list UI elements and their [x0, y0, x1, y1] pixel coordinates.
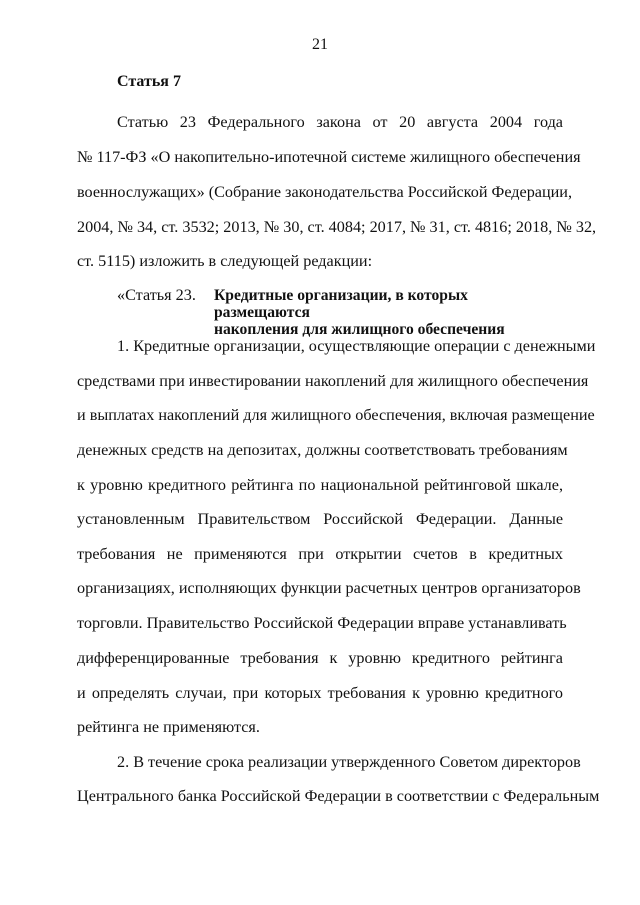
paragraph-line: дифференцированные требования к уровню кредитного рейтинга [77, 649, 563, 667]
intro-line: № 117-ФЗ «О накопительно-ипотечной системе жилищного обеспечения [77, 148, 581, 166]
paragraph-line: рейтинга не применяются. [77, 718, 260, 736]
sub-article-label: «Статья 23. [117, 286, 196, 304]
paragraph-line: к уровню кредитного рейтинга по национальной рейтинговой шкале, [77, 476, 563, 494]
paragraph-line: торговли. Правительство Российской Федерации вправе устанавливать [77, 614, 567, 632]
article-heading: Статья 7 [117, 73, 181, 90]
intro-line: Статью 23 Федерального закона от 20 августа 2004 года [117, 113, 563, 131]
paragraph-line: средствами при инвестировании накоплений для жилищного обеспечения [77, 372, 589, 390]
paragraph-line: и определять случаи, при которых требования к уровню кредитного [77, 684, 563, 702]
paragraph-line: организациях, исполняющих функции расчетных центров организаторов [77, 579, 581, 597]
sub-article-title-line: Кредитные организации, в которых размещаются [214, 287, 468, 321]
paragraph-line: установленным Правительством Российской Федерации. Данные [77, 510, 563, 528]
intro-line: 2004, № 34, ст. 3532; 2013, № 30, ст. 4084; 2017, № 31, ст. 4816; 2018, № 32, [77, 218, 597, 236]
paragraph-line: денежных средств на депозитах, должны соответствовать требованиям [77, 441, 568, 459]
sub-article-title [214, 287, 564, 338]
intro-line: ст. 5115) изложить в следующей редакции: [77, 252, 373, 270]
paragraph-line: Центрального банка Российской Федерации в соответствии с Федеральным [77, 787, 600, 805]
paragraph-line: 2. В течение срока реализации утвержденного Советом директоров [117, 753, 581, 771]
paragraph-line: и выплатах накоплений для жилищного обеспечения, включая размещение [77, 406, 595, 424]
paragraph-line: требования не применяются при открытии счетов в кредитных [77, 545, 563, 563]
page-number: 21 [312, 36, 328, 53]
sub-article-title-line: накопления для жилищного обеспечения [214, 321, 505, 338]
paragraph-line: 1. Кредитные организации, осуществляющие операции с денежными [117, 337, 596, 355]
intro-line: военнослужащих» (Собрание законодательства Российской Федерации, [77, 183, 573, 201]
